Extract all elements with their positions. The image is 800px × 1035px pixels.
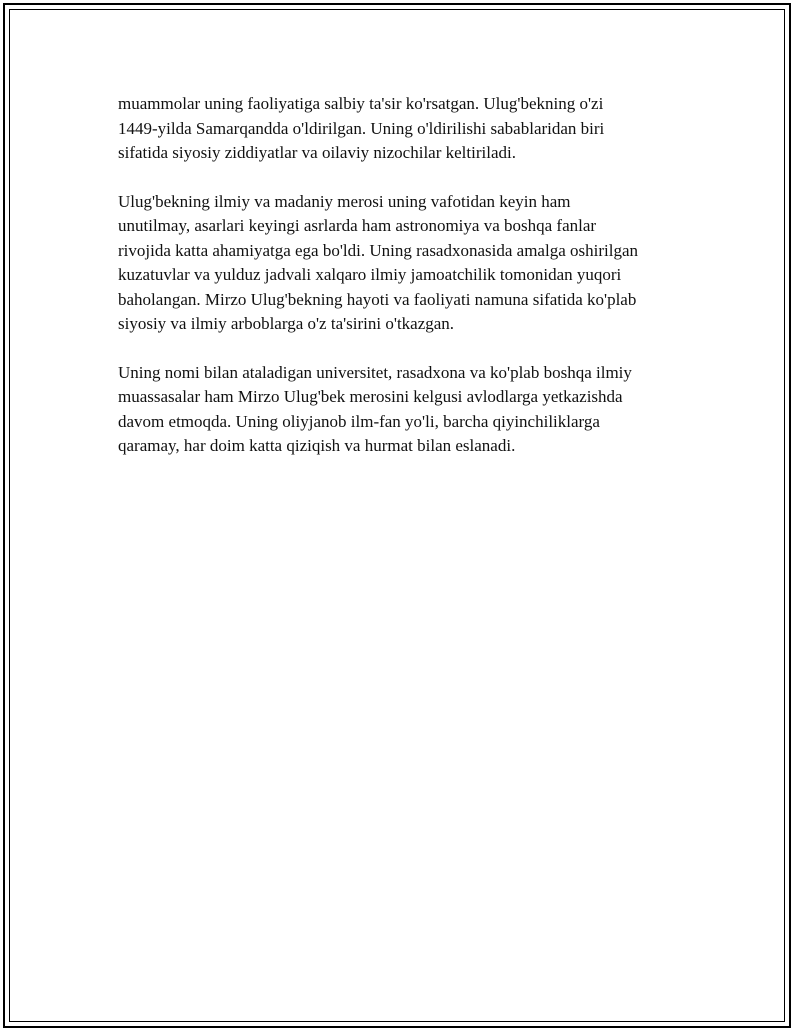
text-line: unutilmay, asarlari keyingi asrlarda ham astronomiya va boshqa fanlar [118,216,597,235]
text-line: baholangan. Mirzo Ulug'bekning hayoti va faoliyati namuna sifatida ko'plab [118,289,637,309]
text-line: muammolar uning faoliyatiga salbiy ta'sir ko'rsatgan. Ulug'bekning o'zi [118,94,604,113]
text-line: muassasalar ham Mirzo Ulug'bek merosini kelgusi avlodlarga yetkazishda [118,387,623,406]
paragraph-3 [118,361,690,459]
document-body [118,92,690,483]
paragraph-1 [118,92,690,166]
text-line: rivojida katta ahamiyatga ega bo'ldi. Uning rasadxonasida amalga oshirilgan [118,240,638,260]
text-line: kuzatuvlar va yulduz jadvali xalqaro ilmiy jamoatchilik tomonidan yuqori [118,265,622,284]
text-line: qaramay, har doim katta qiziqish va hurmat bilan eslanadi. [118,436,516,455]
text-line: Uning nomi bilan ataladigan universitet, rasadxona va ko'plab boshqa ilmiy [118,362,632,382]
text-line: davom etmoqda. Uning oliyjanob ilm-fan yo'li, barcha qiyinchiliklarga [118,411,600,431]
paragraph-2 [118,190,690,337]
text-line: Ulug'bekning ilmiy va madaniy merosi uning vafotidan keyin ham [118,191,571,211]
text-line: 1449-yilda Samarqandda o'ldirilgan. Uning o'ldirilishi sabablaridan biri [118,118,605,138]
text-line: siyosiy va ilmiy arboblarga o'z ta'sirini o'tkazgan. [118,314,455,333]
text-line: sifatida siyosiy ziddiyatlar va oilaviy nizochilar keltiriladi. [118,143,516,162]
